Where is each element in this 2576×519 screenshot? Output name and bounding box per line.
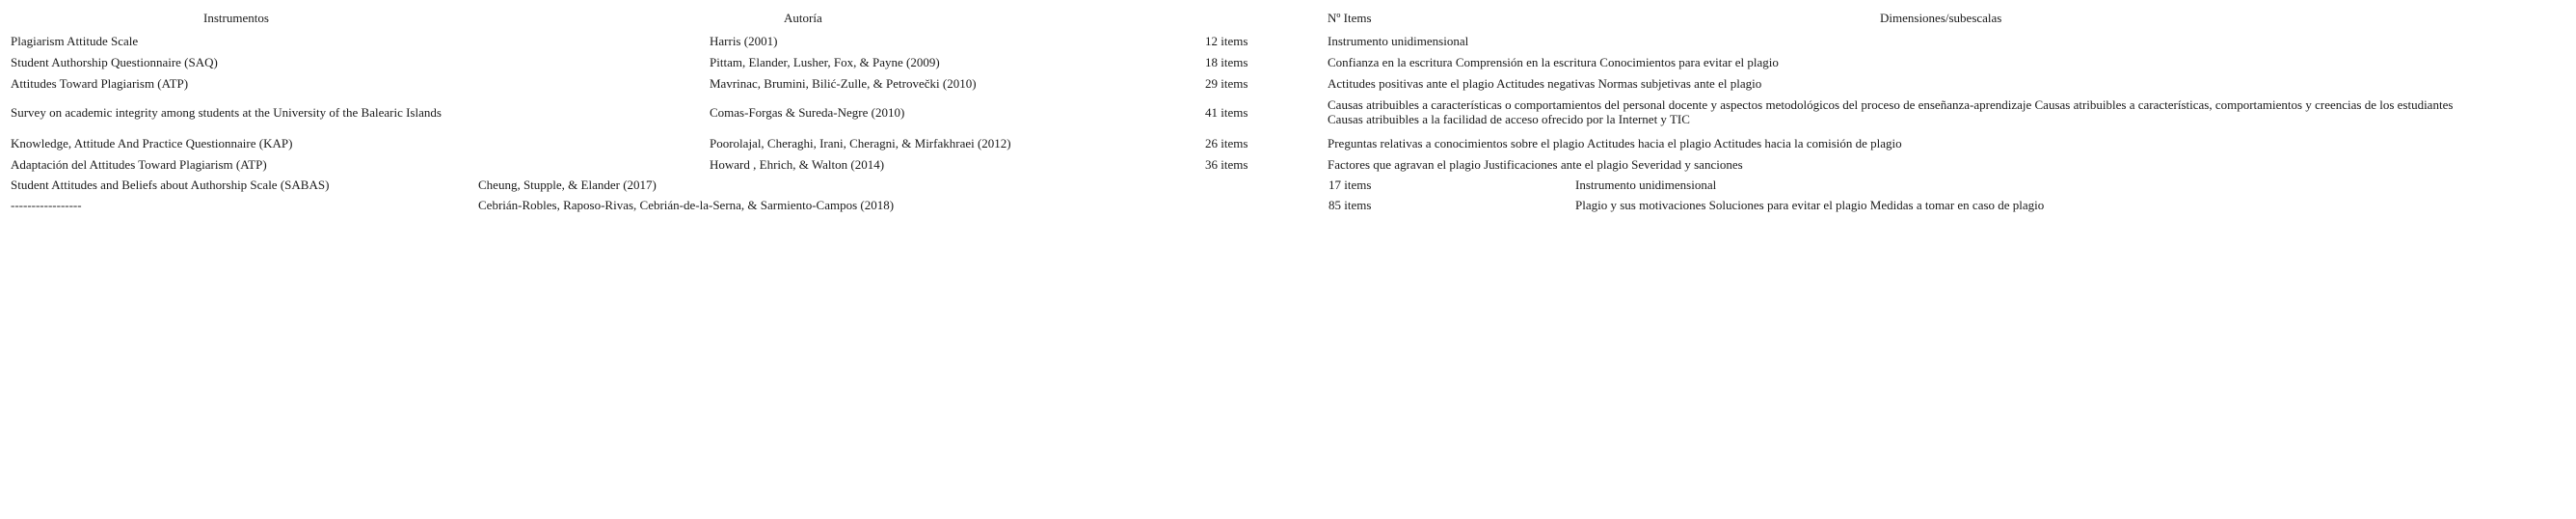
cell-instrumento: Student Authorship Questionnaire (SAQ)	[11, 55, 218, 69]
cell-instrumento: Survey on academic integrity among students at the University of the Balearic Islands	[11, 105, 442, 120]
cell-dimensiones-line: Causas atribuibles a la facilidad de acceso ofrecido por la Internet y TIC	[1328, 112, 1690, 126]
header-dimensiones: Dimensiones/subescalas	[1880, 11, 2002, 25]
cell-dimensiones: Plagio y sus motivaciones Soluciones para evitar el plagio Medidas a tomar en caso de plagio	[1575, 198, 2045, 212]
cell-instrumento: Student Attitudes and Beliefs about Authorship Scale (SABAS)	[11, 178, 330, 192]
cell-dimensiones	[1328, 97, 2453, 126]
cell-autoria: Mavrinac, Brumini, Bilić-Zulle, & Petrovečki (2010)	[710, 76, 977, 91]
header-n-items: Nº Items	[1328, 11, 1372, 25]
cell-items: 17 items	[1328, 178, 1372, 192]
cell-autoria: Cebrián-Robles, Raposo-Rivas, Cebrián-de-la-Serna, & Sarmiento-Campos (2018)	[478, 198, 895, 212]
cell-dimensiones: Instrumento unidimensional	[1575, 178, 1717, 192]
table-header-row	[0, 0, 2576, 31]
cell-autoria: Harris (2001)	[710, 34, 778, 48]
table-row	[0, 31, 2576, 52]
cell-items: 85 items	[1328, 198, 1372, 212]
cell-instrumento: Attitudes Toward Plagiarism (ATP)	[11, 76, 189, 91]
table-row	[0, 73, 2576, 93]
cell-autoria: Comas-Forgas & Sureda-Negre (2010)	[710, 105, 905, 120]
cell-instrumento: Knowledge, Attitude And Practice Questionnaire (KAP)	[11, 136, 293, 150]
table-row	[0, 195, 2576, 216]
cell-items: 12 items	[1205, 34, 1248, 48]
cell-items: 36 items	[1205, 157, 1248, 172]
cell-items: 41 items	[1205, 105, 1248, 120]
cell-autoria: Poorolajal, Cheraghi, Irani, Cheragni, & Mirfakhraei (2012)	[710, 136, 1011, 150]
cell-dimensiones: Preguntas relativas a conocimientos sobre el plagio Actitudes hacia el plagio Actitudes hacia la comisión de plagio	[1328, 136, 1902, 150]
cell-dimensiones: Confianza en la escritura Comprensión en la escritura Conocimientos para evitar el plagio	[1328, 55, 1779, 69]
cell-instrumento: Adaptación del Attitudes Toward Plagiarism (ATP)	[11, 157, 267, 172]
cell-autoria: Cheung, Stupple, & Elander (2017)	[478, 178, 657, 192]
table-row	[0, 175, 2576, 195]
cell-dimensiones: Actitudes positivas ante el plagio Actitudes negativas Normas subjetivas ante el plagio	[1328, 76, 1762, 91]
header-autoria: Autoría	[784, 11, 822, 25]
cell-autoria: Pittam, Elander, Lusher, Fox, & Payne (2009)	[710, 55, 940, 69]
header-instrumentos: Instrumentos	[203, 11, 269, 25]
cell-instrumento: Plagiarism Attitude Scale	[11, 34, 139, 48]
table-row	[0, 133, 2576, 154]
table-row	[0, 52, 2576, 73]
cell-dimensiones: Instrumento unidimensional	[1328, 34, 1469, 48]
cell-items: 26 items	[1205, 136, 1248, 150]
cell-dimensiones-line: Causas atribuibles a características o comportamientos del personal docente y aspectos metodológicos del proceso de enseñanza-aprendizaje Causas atribuibles a características, comportamientos y creencias de los estudiantes	[1328, 97, 2454, 112]
cell-instrumento: -----------------	[11, 198, 82, 212]
cell-autoria: Howard , Ehrich, & Walton (2014)	[710, 157, 885, 172]
instruments-table	[0, 0, 2576, 216]
table-row	[0, 93, 2576, 133]
table-row	[0, 154, 2576, 175]
cell-items: 18 items	[1205, 55, 1248, 69]
cell-items: 29 items	[1205, 76, 1248, 91]
cell-dimensiones: Factores que agravan el plagio Justificaciones ante el plagio Severidad y sanciones	[1328, 157, 1743, 172]
